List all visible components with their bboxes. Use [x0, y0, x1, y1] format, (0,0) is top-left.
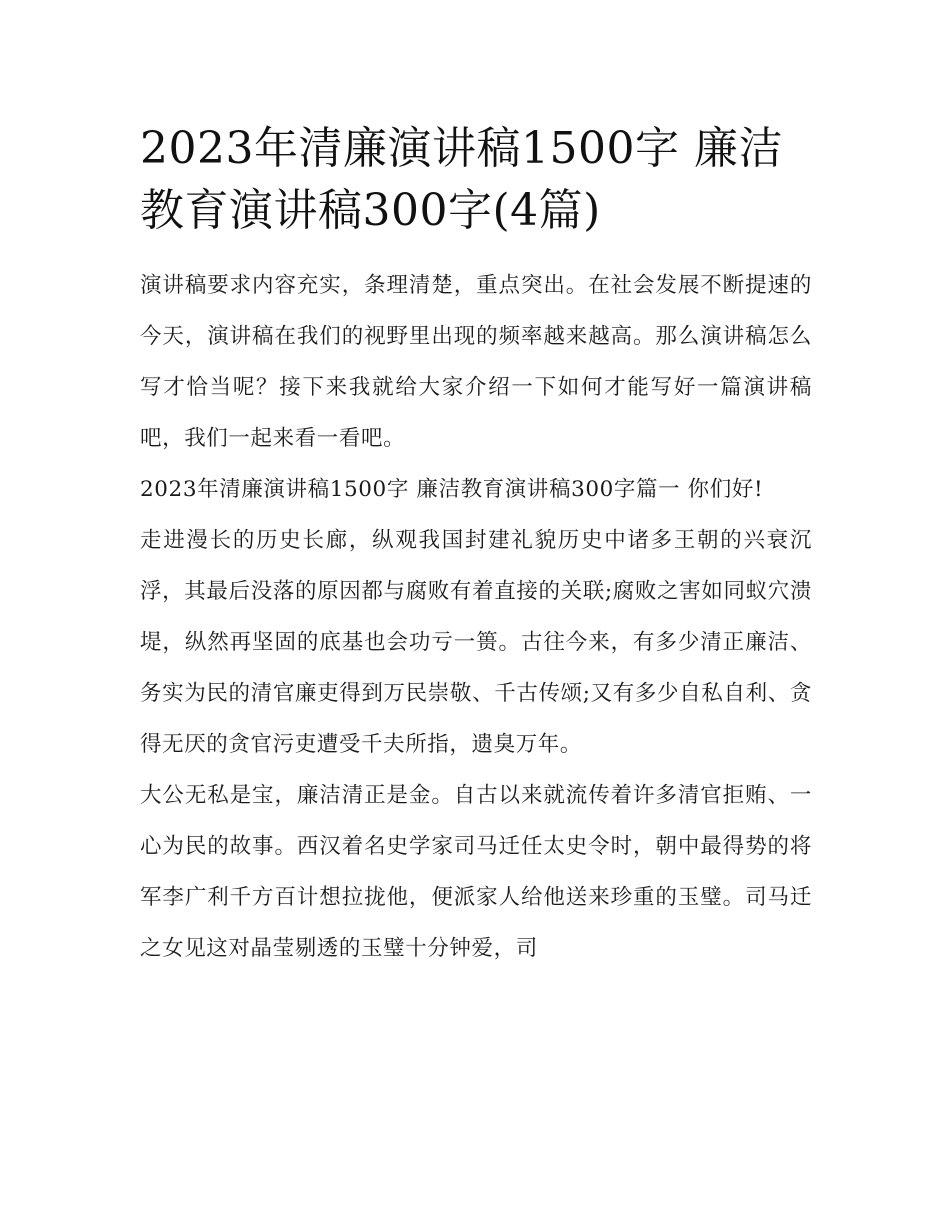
document-body: [140, 118, 812, 974]
paragraph-intro: 演讲稿要求内容充实，条理清楚，重点突出。在社会发展不断提速的今天，演讲稿在我们的视野里出现的频率越来越高。那么演讲稿怎么写才恰当呢？接下来我就给大家介绍一下如何才能写好一篇演讲稿吧，我们一起来看一看吧。: [140, 273, 812, 451]
paragraph-history: 走进漫长的历史长廊，纵观我国封建礼貌历史中诸多王朝的兴衰沉浮，其最后没落的原因都与腐败有着直接的关联;腐败之害如同蚁穴溃堤，纵然再坚固的底基也会功亏一篑。古往今来，有多少清正廉洁、务实为民的清官廉吏得到万民崇敬、千古传颂;又有多少自私自利、贪得无厌的贪官污吏遭受千夫所指，遗臭万年。: [140, 528, 812, 757]
paragraph-story: 大公无私是宝，廉洁清正是金。自古以来就流传着许多清官拒贿、一心为民的故事。西汉着名史学家司马迁任太史令时，朝中最得势的将军李广利千方百计想拉拢他，便派家人给他送来珍重的玉璧。司马迁之女见这对晶莹剔透的玉璧十分钟爱，司: [140, 783, 812, 961]
document-title: 2023年清廉演讲稿1500字 廉洁教育演讲稿300字(4篇): [140, 123, 783, 236]
paragraph-heading-one: 2023年清廉演讲稿1500字 廉洁教育演讲稿300字篇一 你们好!: [140, 477, 764, 502]
